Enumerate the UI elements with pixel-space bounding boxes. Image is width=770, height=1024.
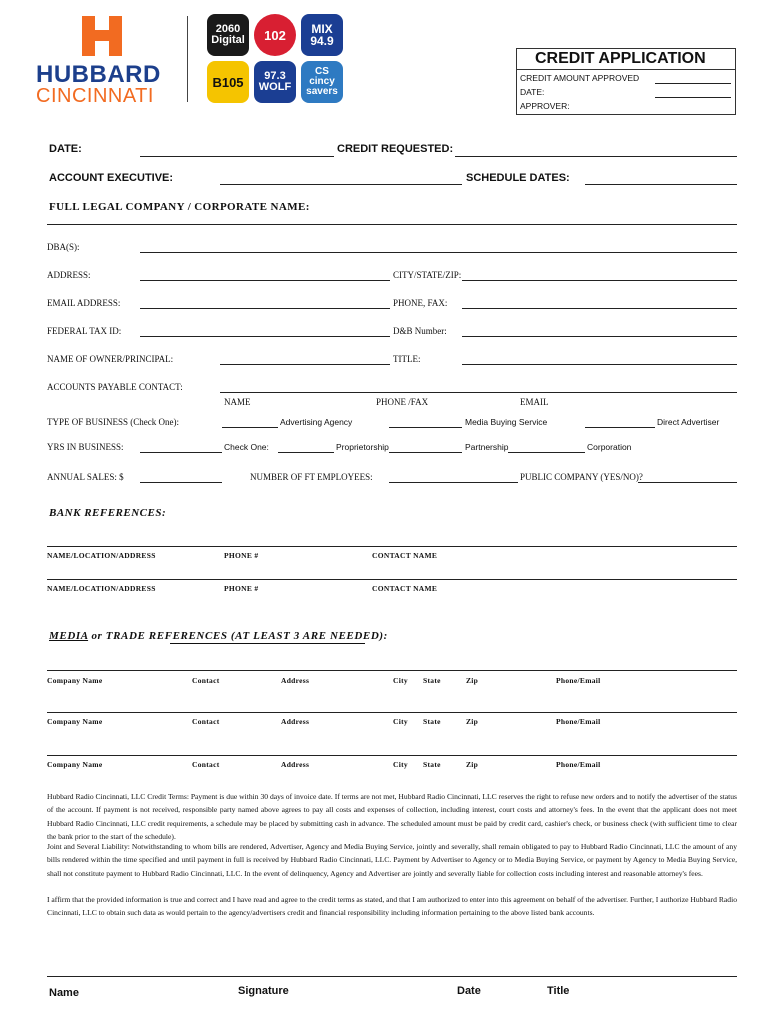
- tax-id-field[interactable]: [140, 336, 390, 337]
- schedule-dates-field[interactable]: [585, 184, 737, 185]
- trade-ref-3-field[interactable]: [47, 755, 737, 756]
- trade-ref-2-phone: Phone/Email: [556, 717, 601, 726]
- agency-option: Advertising Agency: [280, 417, 353, 427]
- business-type-label: TYPE OF BUSINESS (Check One):: [47, 417, 179, 427]
- corporation-option: Corporation: [587, 442, 632, 452]
- address-field[interactable]: [140, 280, 390, 281]
- trade-ref-1-zip: Zip: [466, 676, 479, 685]
- signature-title-label: Title: [547, 985, 570, 997]
- signature-date-label: Date: [457, 985, 481, 997]
- dba-label: DBA(S):: [47, 242, 80, 252]
- credit-amount-label: CREDIT AMOUNT APPROVED: [520, 73, 640, 83]
- dba-field[interactable]: [140, 252, 737, 253]
- date-field[interactable]: [140, 156, 334, 157]
- ap-email-label: EMAIL: [520, 397, 549, 407]
- proprietorship-option: Proprietorship: [336, 442, 389, 452]
- ap-contact-field[interactable]: [220, 392, 737, 393]
- approval-date-label: DATE:: [520, 87, 545, 97]
- trade-ref-2-company: Company Name: [47, 717, 103, 726]
- hubbard-logo: [36, 14, 176, 106]
- trade-ref-1-field[interactable]: [47, 670, 737, 671]
- bank-ref-2-col3: CONTACT NAME: [372, 584, 438, 593]
- affirmation-paragraph: I affirm that the provided information is true and correct and I have read and agree to the credit terms as stated, and that I am authorized to enter into this agreement on behalf of the advertiser. Further, I authorize Hubbard Radio Cincinnati, LLC to obtain such data as would pertain to the agency/advertisers credit and financial responsibility including information pertaining to the above listed bank accounts.: [47, 895, 737, 918]
- phone-field[interactable]: [462, 308, 737, 309]
- public-company-label: PUBLIC COMPANY (YES/NO)?: [520, 472, 643, 482]
- credit-requested-label: CREDIT REQUESTED:: [337, 143, 454, 155]
- approval-date-field[interactable]: [655, 97, 731, 98]
- approval-box: [516, 48, 736, 115]
- heading-media: MEDIA: [49, 630, 89, 642]
- city-label: CITY/STATE/ZIP:: [393, 270, 462, 280]
- employees-field[interactable]: [389, 482, 518, 483]
- email-field[interactable]: [140, 308, 390, 309]
- trade-ref-1-city: City: [393, 676, 408, 685]
- trade-ref-3-zip: Zip: [466, 760, 479, 769]
- trade-ref-1-address: Address: [281, 676, 310, 685]
- bank-ref-1-field[interactable]: [47, 546, 737, 547]
- annual-sales-label: ANNUAL SALES: $: [47, 472, 124, 482]
- trade-ref-2-address: Address: [281, 717, 310, 726]
- annual-sales-field[interactable]: [140, 482, 222, 483]
- trade-ref-3-phone: Phone/Email: [556, 760, 601, 769]
- partnership-check[interactable]: [389, 452, 462, 453]
- trade-ref-3-contact: Contact: [192, 760, 220, 769]
- city-field[interactable]: [462, 280, 737, 281]
- signature-line[interactable]: [47, 976, 737, 977]
- logo-line-1: HUBBARD: [36, 61, 161, 88]
- trade-ref-1-phone: Phone/Email: [556, 676, 601, 685]
- direct-advertiser-option: Direct Advertiser: [657, 417, 720, 427]
- title-field[interactable]: [462, 364, 737, 365]
- agency-check[interactable]: [222, 427, 278, 428]
- station-logo-mix-icon: MIX 94.9: [301, 14, 343, 56]
- account-executive-label: ACCOUNT EXECUTIVE:: [49, 172, 174, 184]
- heading-or: or: [91, 630, 103, 642]
- trade-ref-3-state: State: [423, 760, 441, 769]
- owner-label: NAME OF OWNER/PRINCIPAL:: [47, 354, 174, 364]
- bank-ref-1-col3: CONTACT NAME: [372, 551, 438, 560]
- bank-ref-1-col2: PHONE #: [224, 551, 259, 560]
- bank-ref-2-col2: PHONE #: [224, 584, 259, 593]
- station-logo-102-icon: 102: [254, 14, 296, 56]
- credit-requested-field[interactable]: [455, 156, 737, 157]
- media-service-check[interactable]: [389, 427, 462, 428]
- tax-id-label: FEDERAL TAX ID:: [47, 326, 122, 336]
- station-logo-cs-icon: CS cincy savers: [301, 61, 343, 103]
- partnership-option: Partnership: [465, 442, 509, 452]
- station-logo-2060-icon: 2060 Digital: [207, 14, 249, 56]
- logo-line-2: CINCINNATI: [36, 85, 154, 107]
- h-glyph-icon: [80, 14, 124, 58]
- form-title: CREDIT APPLICATION: [535, 50, 706, 67]
- corporation-check[interactable]: [508, 452, 585, 453]
- years-label: YRS IN BUSINESS:: [47, 442, 124, 452]
- proprietorship-check[interactable]: [278, 452, 334, 453]
- ap-phone-label: PHONE /FAX: [376, 397, 429, 407]
- signature-signature-label: Signature: [238, 985, 289, 997]
- trade-ref-1-company: Company Name: [47, 676, 103, 685]
- db-number-label: D&B Number:: [393, 326, 447, 336]
- phone-label: PHONE, FAX:: [393, 298, 448, 308]
- trade-ref-2-zip: Zip: [466, 717, 479, 726]
- bank-ref-2-col1: NAME/LOCATION/ADDRESS: [47, 584, 156, 593]
- owner-field[interactable]: [220, 364, 390, 365]
- station-logo-b105-icon: B105: [207, 61, 249, 103]
- signature-name-label: Name: [49, 987, 79, 999]
- heading-rest: TRADE REFERENCES (AT LEAST 3 ARE NEEDED):: [105, 630, 388, 642]
- check-one-label: Check One:: [224, 442, 269, 452]
- email-label: EMAIL ADDRESS:: [47, 298, 121, 308]
- credit-amount-field[interactable]: [655, 83, 731, 84]
- bank-ref-2-field[interactable]: [47, 579, 737, 580]
- media-service-option: Media Buying Service: [465, 417, 548, 427]
- schedule-dates-label: SCHEDULE DATES:: [466, 172, 570, 184]
- public-company-field[interactable]: [638, 482, 737, 483]
- years-field[interactable]: [140, 452, 222, 453]
- station-logo-wolf-icon: 97.3 WOLF: [254, 61, 296, 103]
- employees-label: NUMBER OF FT EMPLOYEES:: [250, 472, 373, 482]
- trade-ref-3-city: City: [393, 760, 408, 769]
- address-label: ADDRESS:: [47, 270, 91, 280]
- trade-ref-2-city: City: [393, 717, 408, 726]
- trade-ref-2-field[interactable]: [47, 712, 737, 713]
- trade-ref-2-state: State: [423, 717, 441, 726]
- trade-ref-1-contact: Contact: [192, 676, 220, 685]
- trade-ref-3-company: Company Name: [47, 760, 103, 769]
- trade-ref-2-contact: Contact: [192, 717, 220, 726]
- header-divider: [187, 16, 188, 102]
- bank-references-heading: BANK REFERENCES:: [49, 507, 167, 519]
- trade-references-heading: [49, 630, 388, 642]
- account-executive-field[interactable]: [220, 184, 462, 185]
- approver-label: APPROVER:: [520, 101, 570, 111]
- bank-ref-1-col1: NAME/LOCATION/ADDRESS: [47, 551, 156, 560]
- ap-contact-label: ACCOUNTS PAYABLE CONTACT:: [47, 382, 183, 392]
- title-label: TITLE:: [393, 354, 421, 364]
- trade-ref-3-address: Address: [281, 760, 310, 769]
- db-number-field[interactable]: [462, 336, 737, 337]
- date-label: DATE:: [49, 143, 82, 155]
- ap-name-label: NAME: [224, 397, 251, 407]
- legal-name-label: FULL LEGAL COMPANY / CORPORATE NAME:: [49, 201, 310, 213]
- direct-advertiser-check[interactable]: [585, 427, 655, 428]
- legal-name-field[interactable]: [47, 224, 737, 225]
- trade-ref-1-state: State: [423, 676, 441, 685]
- joint-liability-paragraph: Joint and Several Liability: Notwithstanding to whom bills are rendered, Advertiser, Agency and Media Buying Service, jointly and severally, shall remain obligated to pay to Hubbard Radio Cincinnati, LLC the amount of any bills rendered within the time specified and until payment in full is received by Hubbard Radio Cincinnati, LLC. Payment by Advertiser to Agency or to Media Buying Service, or payment by Agency to Media Buying Service, shall not constitute payment to Hubbard Radio Cincinnati, LLC. In the event of delinquency, Agency and Advertiser are jointly and severally liable for collection costs including interest and reasonable attorney's fees.: [47, 842, 737, 878]
- credit-terms-paragraph: Hubbard Radio Cincinnati, LLC Credit Terms: Payment is due within 30 days of invoice date. If terms are not met, Hubbard Radio Cincinnati, LLC reserves the right to refuse new orders and to notify the advertiser of the status of the account. If payment is not received, responsible party named above agrees to pay all costs and expenses of collection, including interest, court costs and attorney's fees. In the event that the applicant does not meet Hubbard Radio Cincinnati, LLC credit requirements, a schedule may be placed by submitting cash in advance. The scheduled amount must be paid by credit card, cashier's check, or business check (with sufficient time to clear the bank prior to the start of the schedule).: [47, 792, 737, 842]
